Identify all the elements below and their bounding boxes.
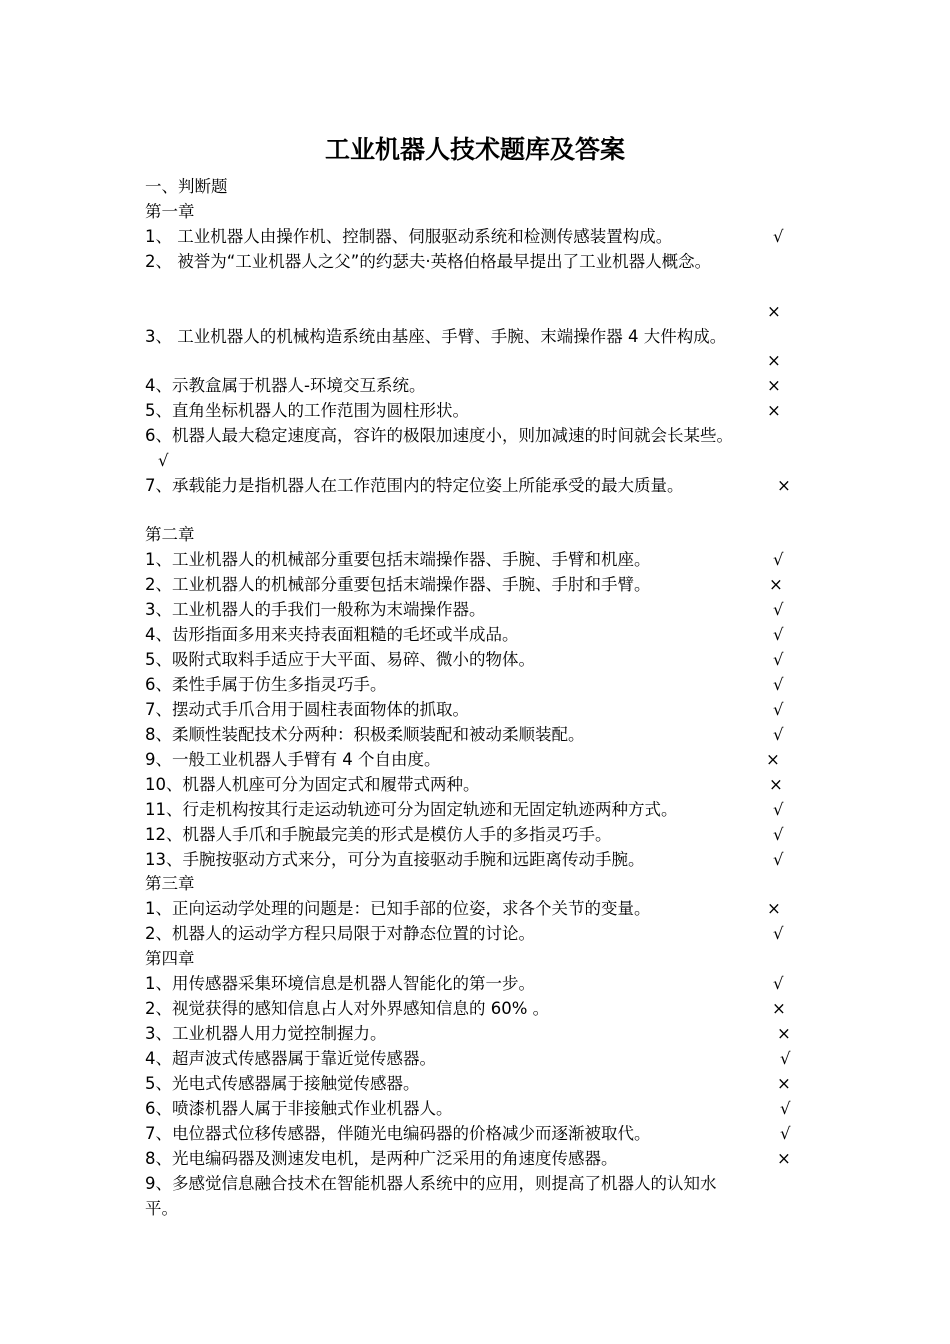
question-text: 2、机器人的运动学方程只局限于对静态位置的讨论。: [145, 924, 535, 943]
answer-mark: ×: [777, 1149, 791, 1168]
answer-mark: ×: [767, 899, 781, 918]
question-text: 9、一般工业机器人手臂有 4 个自由度。: [145, 750, 441, 769]
question-text: 5、光电式传感器属于接触觉传感器。: [145, 1074, 420, 1093]
question-text: 1、正向运动学处理的问题是：已知手部的位姿，求各个关节的变量。: [145, 899, 651, 918]
question-text: 13、手腕按驱动方式来分，可分为直接驱动手腕和远距离传动手腕。: [145, 850, 645, 869]
question-text: 6、机器人最大稳定速度高，容许的极限加速度小，则加减速的时间就会长某些。: [145, 426, 733, 445]
answer-mark: √: [780, 1049, 791, 1068]
answer-mark: √: [773, 725, 784, 744]
question-text: 3、 工业机器人的机械构造系统由基座、手臂、手腕、末端操作器 4 大件构成。: [145, 327, 727, 346]
question-text: 7、承载能力是指机器人在工作范围内的特定位姿上所能承受的最大质量。: [145, 476, 684, 495]
answer-mark: √: [773, 974, 784, 993]
question-text: 1、工业机器人的机械部分重要包括末端操作器、手腕、手臂和机座。: [145, 550, 651, 569]
answer-mark: ×: [769, 575, 783, 594]
answer-mark: ×: [767, 401, 781, 420]
question-text: 4、超声波式传感器属于靠近觉传感器。: [145, 1049, 436, 1068]
answer-mark: ×: [766, 750, 780, 769]
answer-mark: √: [773, 675, 784, 694]
answer-mark: √: [773, 625, 784, 644]
answer-mark: ×: [767, 376, 781, 395]
question-text-continued: 平。: [145, 1199, 178, 1218]
section-heading: 一、判断题: [145, 177, 228, 196]
answer-mark: √: [773, 700, 784, 719]
answer-mark: √: [773, 800, 784, 819]
question-text: 12、机器人手爪和手腕最完美的形式是模仿人手的多指灵巧手。: [145, 825, 612, 844]
chapter-heading: 第一章: [145, 202, 195, 221]
question-text: 10、机器人机座可分为固定式和履带式两种。: [145, 775, 480, 794]
question-text: 8、柔顺性装配技术分两种：积极柔顺装配和被动柔顺装配。: [145, 725, 585, 744]
question-text: 4、齿形指面多用来夹持表面粗糙的毛坯或半成品。: [145, 625, 519, 644]
answer-mark: ×: [767, 302, 781, 321]
chapter-heading: 第四章: [145, 949, 195, 968]
question-text: 4、示教盒属于机器人-环境交互系统。: [145, 376, 426, 395]
question-text: 6、喷漆机器人属于非接触式作业机器人。: [145, 1099, 453, 1118]
question-text: 7、电位器式位移传感器，伴随光电编码器的价格减少而逐渐被取代。: [145, 1124, 651, 1143]
question-text: 9、多感觉信息融合技术在智能机器人系统中的应用，则提高了机器人的认知水: [145, 1174, 717, 1193]
answer-mark: ×: [777, 1024, 791, 1043]
question-text: 5、直角坐标机器人的工作范围为圆柱形状。: [145, 401, 469, 420]
question-text: 2、视觉获得的感知信息占人对外界感知信息的 60% 。: [145, 999, 550, 1018]
chapter-heading: 第三章: [145, 874, 195, 893]
answer-mark: √: [773, 924, 784, 943]
answer-mark: √: [773, 550, 784, 569]
answer-mark: √: [773, 227, 784, 246]
question-text: 6、柔性手属于仿生多指灵巧手。: [145, 675, 387, 694]
question-text: 7、摆动式手爪合用于圆柱表面物体的抓取。: [145, 700, 469, 719]
answer-mark: ×: [767, 351, 781, 370]
document-title: 工业机器人技术题库及答案: [324, 135, 625, 164]
answer-mark: ×: [772, 999, 786, 1018]
chapter-heading: 第二章: [145, 525, 195, 544]
answer-mark: √: [773, 825, 784, 844]
question-text: 11、行走机构按其行走运动轨迹可分为固定轨迹和无固定轨迹两种方式。: [145, 800, 678, 819]
question-text: 3、工业机器人的手我们一般称为末端操作器。: [145, 600, 486, 619]
question-text: 2、工业机器人的机械部分重要包括末端操作器、手腕、手肘和手臂。: [145, 575, 651, 594]
answer-mark: ×: [769, 775, 783, 794]
answer-mark: √: [780, 1099, 791, 1118]
question-text: 2、 被誉为“工业机器人之父”的约瑟夫·英格伯格最早提出了工业机器人概念。: [145, 252, 712, 271]
question-text: 1、 工业机器人由操作机、控制器、伺服驱动系统和检测传感装置构成。: [145, 227, 673, 246]
answer-mark: ×: [777, 1074, 791, 1093]
question-text: 8、光电编码器及测速发电机，是两种广泛采用的角速度传感器。: [145, 1149, 618, 1168]
answer-mark: √: [773, 850, 784, 869]
answer-mark: √: [158, 451, 169, 470]
question-text: 5、吸附式取料手适应于大平面、易碎、微小的物体。: [145, 650, 535, 669]
answer-mark: √: [773, 650, 784, 669]
question-text: 1、用传感器采集环境信息是机器人智能化的第一步。: [145, 974, 535, 993]
answer-mark: √: [773, 600, 784, 619]
answer-mark: √: [780, 1124, 791, 1143]
question-text: 3、工业机器人用力觉控制握力。: [145, 1024, 387, 1043]
answer-mark: ×: [777, 476, 791, 495]
